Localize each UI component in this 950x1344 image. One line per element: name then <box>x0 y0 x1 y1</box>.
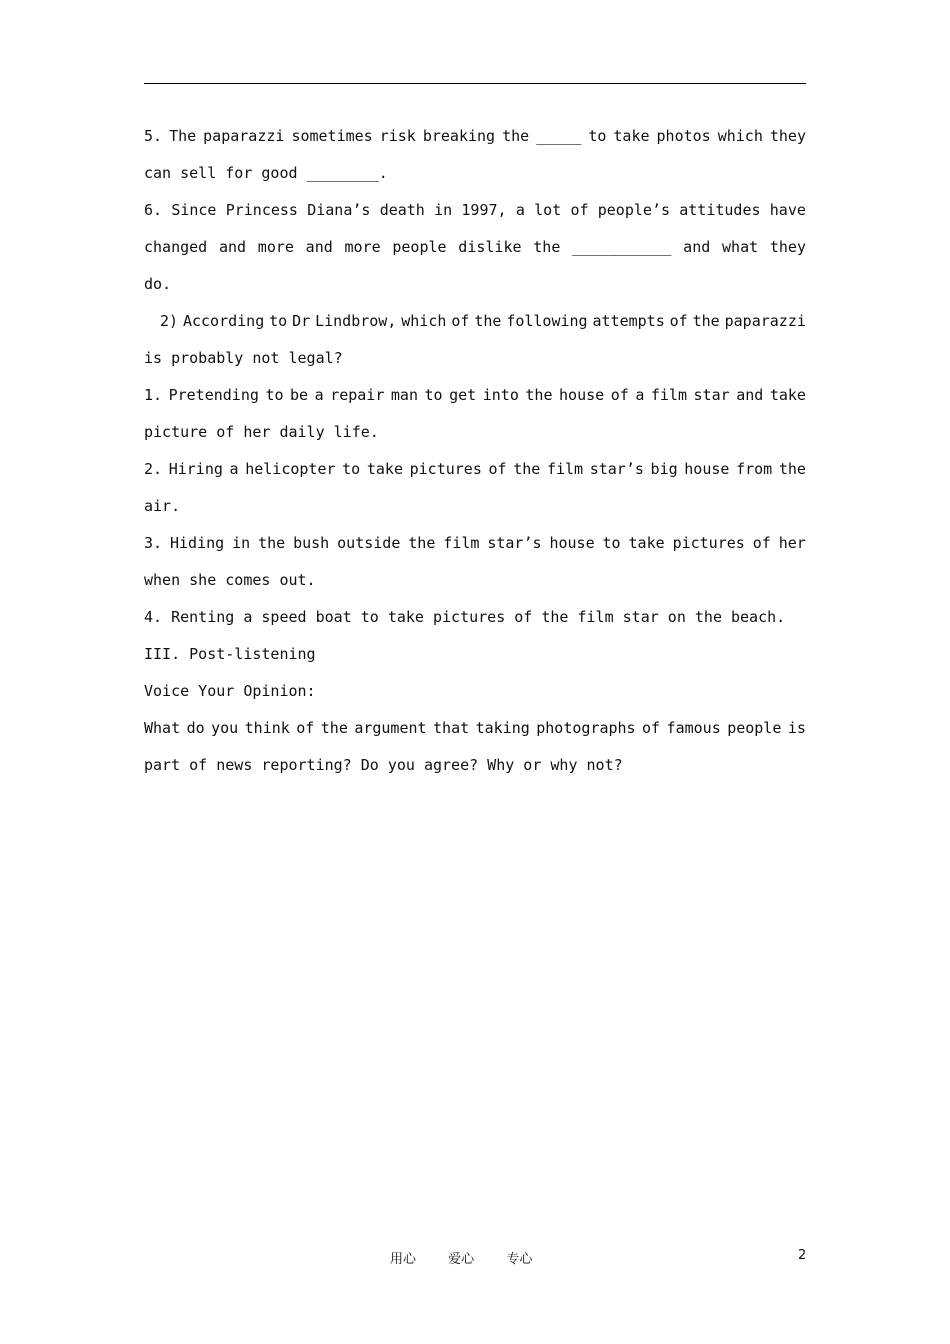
header-rule <box>144 83 806 84</box>
question-6 <box>144 192 806 303</box>
footer-motto <box>390 1248 560 1267</box>
page-body <box>144 118 806 784</box>
voice-your-opinion-text: Voice Your Opinion: <box>144 682 316 700</box>
option-2-line-1: 2. Hiring a helicopter to take pictures of the film star’s big house from the <box>144 460 806 478</box>
opinion-question <box>144 710 806 784</box>
option-2-line-2: air. <box>144 497 181 515</box>
option-1 <box>144 377 806 451</box>
part-2-prompt-line-2: is probably not legal? <box>144 349 343 367</box>
option-3-line-1: 3. Hiding in the bush outside the film star’s house to take pictures of her <box>144 534 806 552</box>
opinion-question-line-2: part of news reporting? Do you agree? Why or why not? <box>144 756 623 774</box>
option-2 <box>144 451 806 525</box>
option-3 <box>144 525 806 599</box>
section-3-heading <box>144 636 806 673</box>
question-5-line-2: can sell for good ________. <box>144 164 388 182</box>
page-number: 2 <box>798 1248 807 1263</box>
footer-motto-1: 用心 <box>390 1252 417 1267</box>
opinion-question-line-1: What do you think of the argument that taking photographs of famous people is <box>144 719 806 737</box>
footer-motto-3: 专心 <box>506 1252 533 1267</box>
option-1-line-1: 1. Pretending to be a repair man to get into the house of a film star and take <box>144 386 806 404</box>
option-3-line-2: when she comes out. <box>144 571 316 589</box>
voice-your-opinion-heading <box>144 673 806 710</box>
option-4-line-1: 4. Renting a speed boat to take pictures of the film star on the beach. <box>144 608 786 626</box>
question-5-line-1: 5. The paparazzi sometimes risk breaking the _____ to take photos which they <box>144 127 806 145</box>
option-4 <box>144 599 806 636</box>
question-6-line-1: 6. Since Princess Diana’s death in 1997, a lot of people’s attitudes have <box>144 201 806 219</box>
part-2-prompt <box>144 303 806 377</box>
section-3-heading-text: III. Post-listening <box>144 645 316 663</box>
question-5 <box>144 118 806 192</box>
part-2-prompt-line-1: 2) According to Dr Lindbrow, which of the following attempts of the paparazzi <box>160 312 806 330</box>
option-1-line-2: picture of her daily life. <box>144 423 379 441</box>
footer-motto-2: 爱心 <box>448 1252 475 1267</box>
question-6-line-2: changed and more and more people dislike the ___________ and what they do. <box>144 238 806 293</box>
